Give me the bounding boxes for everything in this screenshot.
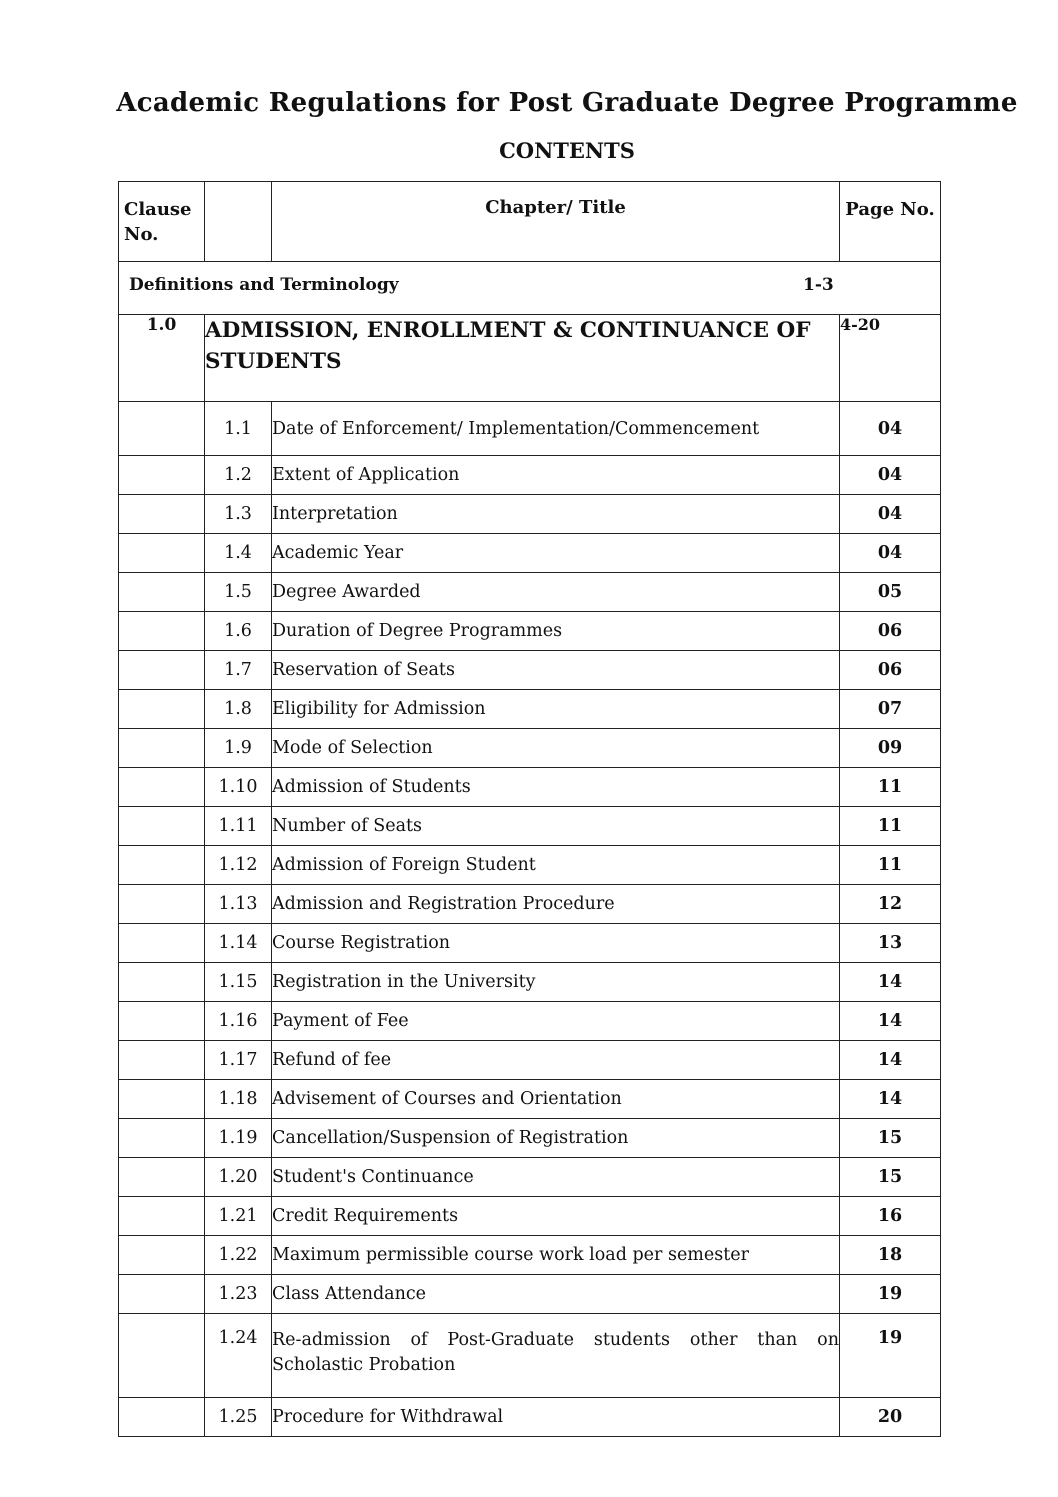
page-number: 14 xyxy=(840,1002,941,1041)
table-row xyxy=(119,1398,941,1437)
sub-clause-title: Degree Awarded xyxy=(272,573,840,612)
clause-blank-cell xyxy=(119,1119,205,1158)
page-number: 19 xyxy=(840,1275,941,1314)
clause-blank-cell xyxy=(119,1236,205,1275)
table-row xyxy=(119,534,941,573)
sub-clause-number: 1.21 xyxy=(205,1197,272,1236)
page-number: 06 xyxy=(840,651,941,690)
clause-blank-cell xyxy=(119,1314,205,1398)
table-row xyxy=(119,1236,941,1275)
table-row xyxy=(119,1197,941,1236)
chapter-pages: 4-20 xyxy=(840,315,941,402)
clause-blank-cell xyxy=(119,651,205,690)
sub-clause-number: 1.16 xyxy=(205,1002,272,1041)
sub-clause-title: Reservation of Seats xyxy=(272,651,840,690)
table-row xyxy=(119,1041,941,1080)
sub-clause-title: Registration in the University xyxy=(272,963,840,1002)
chapter-title: ADMISSION, ENROLLMENT & CONTINUANCE OF STUDENTS xyxy=(205,315,840,402)
sub-clause-title: Number of Seats xyxy=(272,807,840,846)
sub-clause-number: 1.23 xyxy=(205,1275,272,1314)
page-number: 19 xyxy=(840,1314,941,1398)
table-row xyxy=(119,1314,941,1398)
sub-clause-number: 1.12 xyxy=(205,846,272,885)
table-row xyxy=(119,495,941,534)
table-row xyxy=(119,1275,941,1314)
page-number: 14 xyxy=(840,1080,941,1119)
sub-clause-title: Payment of Fee xyxy=(272,1002,840,1041)
clause-blank-cell xyxy=(119,1197,205,1236)
sub-clause-title: Re-admission of Post-Graduate students other than on Scholastic Probation xyxy=(272,1314,840,1398)
document-subtitle: CONTENTS xyxy=(499,138,635,163)
clause-blank-cell xyxy=(119,612,205,651)
sub-clause-title: Duration of Degree Programmes xyxy=(272,612,840,651)
page-number: 15 xyxy=(840,1119,941,1158)
page-number: 11 xyxy=(840,768,941,807)
clause-blank-cell xyxy=(119,402,205,456)
table-row xyxy=(119,612,941,651)
definitions-label: Definitions and Terminology xyxy=(129,275,399,295)
table-row xyxy=(119,1002,941,1041)
table-row xyxy=(119,807,941,846)
sub-clause-title: Advisement of Courses and Orientation xyxy=(272,1080,840,1119)
sub-clause-number: 1.9 xyxy=(205,729,272,768)
clause-blank-cell xyxy=(119,690,205,729)
sub-clause-title: Mode of Selection xyxy=(272,729,840,768)
page-number: 13 xyxy=(840,924,941,963)
page-number: 04 xyxy=(840,534,941,573)
page-number: 15 xyxy=(840,1158,941,1197)
clause-blank-cell xyxy=(119,1158,205,1197)
table-header-row xyxy=(119,182,941,262)
clause-blank-cell xyxy=(119,885,205,924)
sub-clause-title: Maximum permissible course work load per semester xyxy=(272,1236,840,1275)
clause-blank-cell xyxy=(119,1080,205,1119)
sub-clause-number: 1.14 xyxy=(205,924,272,963)
table-row xyxy=(119,573,941,612)
sub-clause-number: 1.22 xyxy=(205,1236,272,1275)
clause-blank-cell xyxy=(119,1275,205,1314)
sub-clause-title: Date of Enforcement/ Implementation/Commencement xyxy=(272,402,840,456)
sub-clause-number: 1.13 xyxy=(205,885,272,924)
table-row xyxy=(119,846,941,885)
header-clause-no: Clause No. xyxy=(119,182,205,262)
sub-clause-title: Eligibility for Admission xyxy=(272,690,840,729)
definitions-row xyxy=(119,262,941,315)
table-row xyxy=(119,885,941,924)
sub-clause-title: Class Attendance xyxy=(272,1275,840,1314)
page-number: 18 xyxy=(840,1236,941,1275)
page-number: 14 xyxy=(840,963,941,1002)
sub-clause-number: 1.15 xyxy=(205,963,272,1002)
clause-blank-cell xyxy=(119,534,205,573)
table-row xyxy=(119,1080,941,1119)
sub-clause-title: Academic Year xyxy=(272,534,840,573)
table-row xyxy=(119,924,941,963)
clause-blank-cell xyxy=(119,807,205,846)
sub-clause-number: 1.4 xyxy=(205,534,272,573)
sub-clause-title: Admission and Registration Procedure xyxy=(272,885,840,924)
page-number: 04 xyxy=(840,402,941,456)
page-number: 06 xyxy=(840,612,941,651)
definitions-pages: 1-3 xyxy=(803,275,834,295)
sub-clause-title: Refund of fee xyxy=(272,1041,840,1080)
sub-clause-number: 1.7 xyxy=(205,651,272,690)
table-row xyxy=(119,768,941,807)
clause-blank-cell xyxy=(119,1041,205,1080)
header-blank-cell xyxy=(205,182,272,262)
table-row xyxy=(119,729,941,768)
page-number: 20 xyxy=(840,1398,941,1437)
sub-clause-number: 1.6 xyxy=(205,612,272,651)
chapter-number: 1.0 xyxy=(119,315,205,402)
chapter-row xyxy=(119,315,941,402)
header-chapter-title: Chapter/ Title xyxy=(272,182,840,262)
clause-blank-cell xyxy=(119,573,205,612)
sub-clause-number: 1.20 xyxy=(205,1158,272,1197)
page-number: 09 xyxy=(840,729,941,768)
page-number: 04 xyxy=(840,495,941,534)
table-row xyxy=(119,651,941,690)
clause-blank-cell xyxy=(119,1002,205,1041)
sub-clause-number: 1.18 xyxy=(205,1080,272,1119)
clause-blank-cell xyxy=(119,924,205,963)
header-page-no: Page No. xyxy=(840,182,941,262)
sub-clause-number: 1.25 xyxy=(205,1398,272,1437)
clause-blank-cell xyxy=(119,963,205,1002)
clause-blank-cell xyxy=(119,768,205,807)
page-number: 04 xyxy=(840,456,941,495)
sub-clause-title: Credit Requirements xyxy=(272,1197,840,1236)
sub-clause-title: Admission of Students xyxy=(272,768,840,807)
contents-table xyxy=(118,181,941,1437)
sub-clause-number: 1.24 xyxy=(205,1314,272,1398)
clause-blank-cell xyxy=(119,1398,205,1437)
page-number: 11 xyxy=(840,807,941,846)
clause-blank-cell xyxy=(119,456,205,495)
table-row xyxy=(119,1119,941,1158)
page-number: 07 xyxy=(840,690,941,729)
sub-clause-number: 1.2 xyxy=(205,456,272,495)
document-title: Academic Regulations for Post Graduate Degree Programme xyxy=(116,88,1018,118)
sub-clause-number: 1.3 xyxy=(205,495,272,534)
page-number: 05 xyxy=(840,573,941,612)
clause-blank-cell xyxy=(119,495,205,534)
sub-clause-title: Course Registration xyxy=(272,924,840,963)
page-number: 16 xyxy=(840,1197,941,1236)
page-number: 11 xyxy=(840,846,941,885)
sub-clause-number: 1.19 xyxy=(205,1119,272,1158)
clause-blank-cell xyxy=(119,729,205,768)
sub-clause-number: 1.11 xyxy=(205,807,272,846)
sub-clause-number: 1.17 xyxy=(205,1041,272,1080)
table-row xyxy=(119,690,941,729)
table-row xyxy=(119,1158,941,1197)
page-number: 12 xyxy=(840,885,941,924)
table-row xyxy=(119,963,941,1002)
page-number: 14 xyxy=(840,1041,941,1080)
sub-clause-number: 1.5 xyxy=(205,573,272,612)
table-row xyxy=(119,402,941,456)
sub-clause-title: Admission of Foreign Student xyxy=(272,846,840,885)
sub-clause-number: 1.8 xyxy=(205,690,272,729)
sub-clause-title: Student's Continuance xyxy=(272,1158,840,1197)
sub-clause-title: Procedure for Withdrawal xyxy=(272,1398,840,1437)
sub-clause-number: 1.1 xyxy=(205,402,272,456)
sub-clause-title: Interpretation xyxy=(272,495,840,534)
definitions-cell xyxy=(119,262,941,315)
sub-clause-title: Extent of Application xyxy=(272,456,840,495)
clause-blank-cell xyxy=(119,846,205,885)
sub-clause-number: 1.10 xyxy=(205,768,272,807)
table-row xyxy=(119,456,941,495)
sub-clause-title: Cancellation/Suspension of Registration xyxy=(272,1119,840,1158)
